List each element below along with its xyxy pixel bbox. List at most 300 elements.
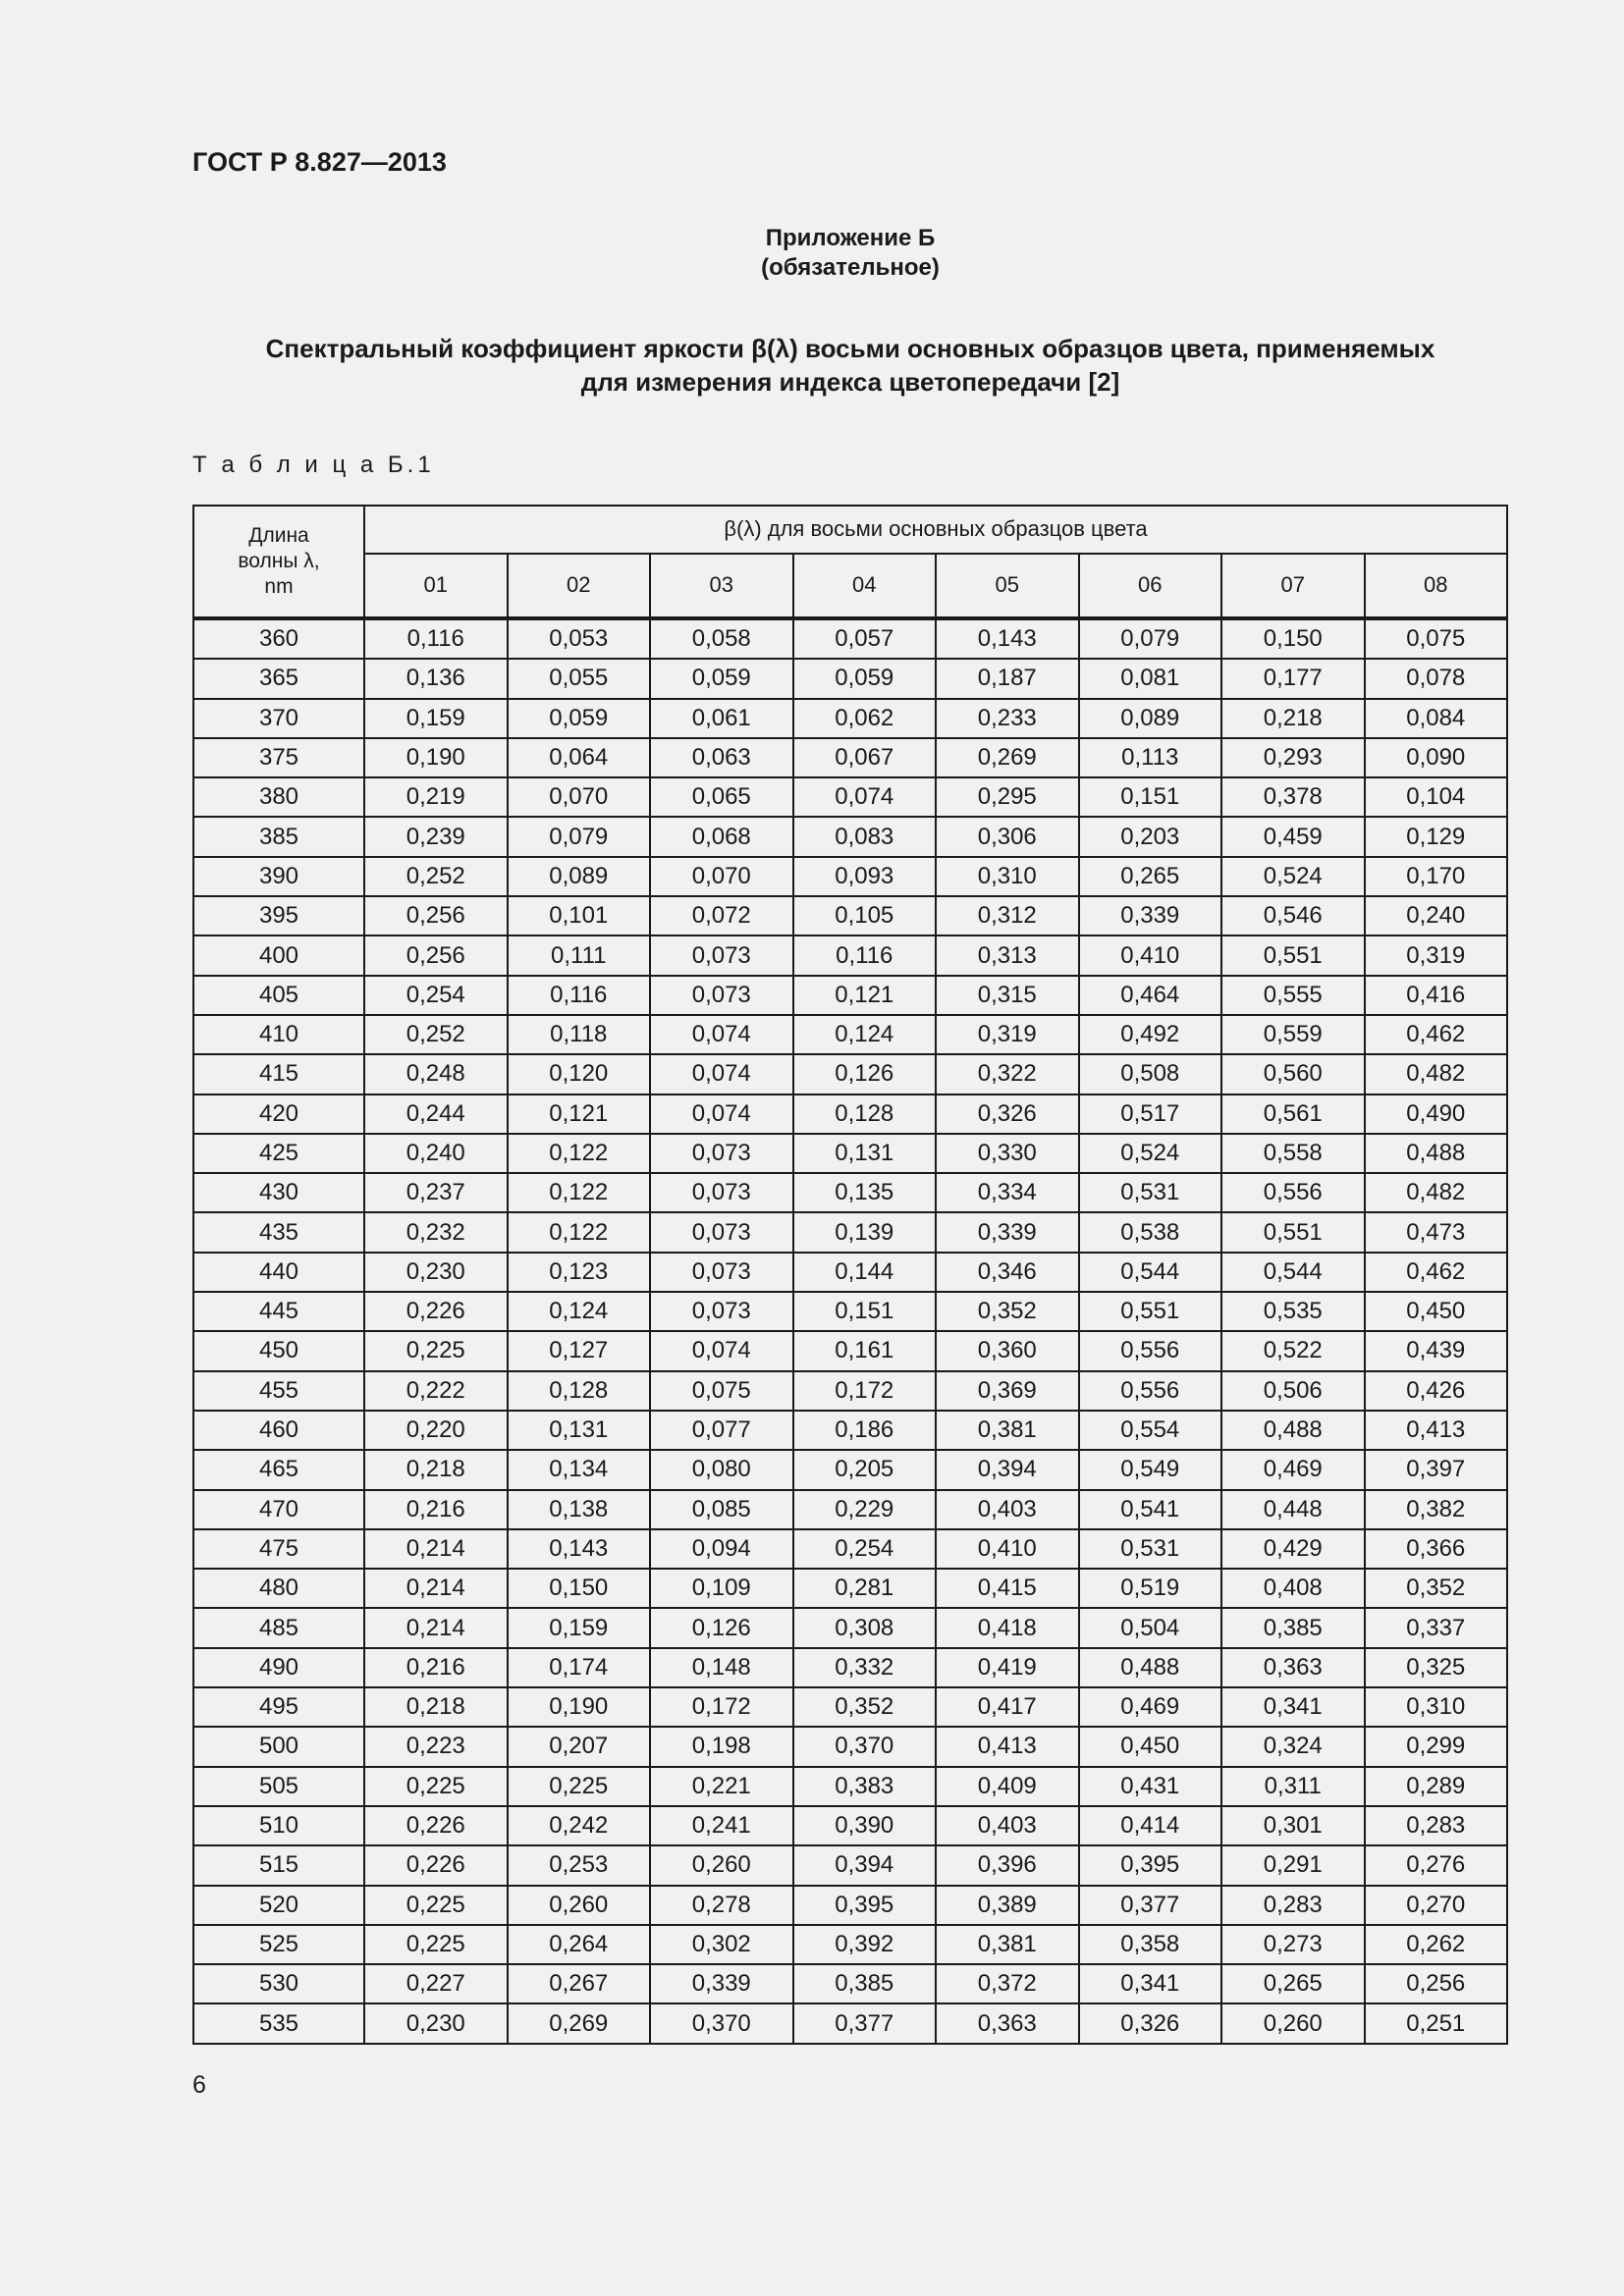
radiance-value-cell: 0,370 [793,1727,937,1766]
radiance-value-cell: 0,504 [1079,1608,1222,1647]
radiance-value-cell: 0,313 [936,935,1079,975]
radiance-value-cell: 0,079 [1079,618,1222,659]
radiance-value-cell: 0,057 [793,618,937,659]
wavelength-cell: 480 [193,1569,364,1608]
wavelength-header [193,506,364,618]
radiance-value-cell: 0,396 [936,1845,1079,1885]
radiance-value-cell: 0,077 [650,1411,793,1450]
radiance-value-cell: 0,363 [936,2003,1079,2043]
table-row [193,2003,1507,2043]
radiance-value-cell: 0,118 [508,1015,651,1054]
radiance-value-cell: 0,469 [1221,1450,1365,1489]
wavelength-cell: 455 [193,1371,364,1411]
samples-group-header: β(λ) для восьми основных образцов цвета [364,506,1507,554]
radiance-value-cell: 0,174 [508,1648,651,1687]
radiance-value-cell: 0,408 [1221,1569,1365,1608]
wavelength-cell: 440 [193,1253,364,1292]
radiance-value-cell: 0,109 [650,1569,793,1608]
radiance-value-cell: 0,363 [1221,1648,1365,1687]
radiance-value-cell: 0,064 [508,738,651,777]
radiance-value-cell: 0,551 [1079,1292,1222,1331]
radiance-value-cell: 0,073 [650,935,793,975]
table-row [193,738,1507,777]
radiance-value-cell: 0,059 [793,659,937,698]
radiance-value-cell: 0,377 [1079,1886,1222,1925]
radiance-value-cell: 0,222 [364,1371,508,1411]
radiance-value-cell: 0,260 [508,1886,651,1925]
table-row [193,618,1507,659]
table-row [193,1253,1507,1292]
radiance-value-cell: 0,229 [793,1490,937,1529]
radiance-value-cell: 0,170 [1365,857,1508,896]
radiance-value-cell: 0,214 [364,1529,508,1569]
radiance-value-cell: 0,123 [508,1253,651,1292]
radiance-value-cell: 0,105 [793,896,937,935]
radiance-value-cell: 0,124 [508,1292,651,1331]
radiance-value-cell: 0,283 [1221,1886,1365,1925]
radiance-value-cell: 0,325 [1365,1648,1508,1687]
radiance-value-cell: 0,121 [508,1095,651,1134]
radiance-value-cell: 0,535 [1221,1292,1365,1331]
radiance-value-cell: 0,293 [1221,738,1365,777]
radiance-value-cell: 0,488 [1365,1134,1508,1173]
radiance-value-cell: 0,218 [1221,699,1365,738]
radiance-value-cell: 0,218 [364,1687,508,1727]
radiance-value-cell: 0,081 [1079,659,1222,698]
table-row [193,1371,1507,1411]
radiance-value-cell: 0,151 [1079,777,1222,817]
radiance-value-cell: 0,074 [650,1015,793,1054]
radiance-value-cell: 0,172 [650,1687,793,1727]
table-row [193,1767,1507,1806]
radiance-value-cell: 0,062 [793,699,937,738]
radiance-value-cell: 0,225 [364,1925,508,1964]
radiance-value-cell: 0,519 [1079,1569,1222,1608]
radiance-value-cell: 0,177 [1221,659,1365,698]
radiance-value-cell: 0,237 [364,1173,508,1212]
table-row [193,1569,1507,1608]
table-body [193,618,1507,2044]
radiance-value-cell: 0,337 [1365,1608,1508,1647]
wavelength-cell: 515 [193,1845,364,1885]
radiance-value-cell: 0,265 [1079,857,1222,896]
radiance-value-cell: 0,332 [793,1648,937,1687]
radiance-value-cell: 0,104 [1365,777,1508,817]
radiance-value-cell: 0,159 [508,1608,651,1647]
table-row [193,1411,1507,1450]
radiance-value-cell: 0,410 [1079,935,1222,975]
radiance-value-cell: 0,240 [364,1134,508,1173]
radiance-value-cell: 0,203 [1079,817,1222,856]
radiance-value-cell: 0,070 [650,857,793,896]
radiance-value-cell: 0,395 [1079,1845,1222,1885]
wavelength-cell: 385 [193,817,364,856]
radiance-value-cell: 0,207 [508,1727,651,1766]
radiance-value-cell: 0,556 [1221,1173,1365,1212]
radiance-value-cell: 0,122 [508,1212,651,1252]
radiance-value-cell: 0,299 [1365,1727,1508,1766]
radiance-value-cell: 0,225 [364,1331,508,1370]
radiance-value-cell: 0,439 [1365,1331,1508,1370]
radiance-value-cell: 0,059 [650,659,793,698]
wavelength-cell: 360 [193,618,364,659]
radiance-value-cell: 0,517 [1079,1095,1222,1134]
wavelength-cell: 485 [193,1608,364,1647]
radiance-value-cell: 0,382 [1365,1490,1508,1529]
radiance-value-cell: 0,230 [364,1253,508,1292]
radiance-value-cell: 0,075 [1365,618,1508,659]
radiance-value-cell: 0,139 [793,1212,937,1252]
radiance-value-cell: 0,426 [1365,1371,1508,1411]
radiance-value-cell: 0,126 [650,1608,793,1647]
radiance-value-cell: 0,378 [1221,777,1365,817]
radiance-value-cell: 0,065 [650,777,793,817]
radiance-value-cell: 0,464 [1079,976,1222,1015]
radiance-value-cell: 0,144 [793,1253,937,1292]
table-row [193,1292,1507,1331]
radiance-value-cell: 0,556 [1079,1331,1222,1370]
radiance-value-cell: 0,126 [793,1054,937,1094]
radiance-value-cell: 0,414 [1079,1806,1222,1845]
section-title-line-1: Спектральный коэффициент яркости β(λ) восьми основных образцов цвета, применяемых [265,334,1435,363]
radiance-value-cell: 0,079 [508,817,651,856]
table-row [193,1687,1507,1727]
radiance-value-cell: 0,395 [793,1886,937,1925]
wavelength-cell: 405 [193,976,364,1015]
radiance-value-cell: 0,186 [793,1411,937,1450]
radiance-value-cell: 0,450 [1365,1292,1508,1331]
radiance-value-cell: 0,397 [1365,1450,1508,1489]
wavelength-cell: 490 [193,1648,364,1687]
wavelength-cell: 395 [193,896,364,935]
radiance-value-cell: 0,524 [1221,857,1365,896]
radiance-value-cell: 0,058 [650,618,793,659]
radiance-value-cell: 0,138 [508,1490,651,1529]
wavelength-cell: 530 [193,1964,364,2003]
radiance-value-cell: 0,546 [1221,896,1365,935]
table-row [193,1964,1507,2003]
wavelength-cell: 510 [193,1806,364,1845]
radiance-value-cell: 0,161 [793,1331,937,1370]
radiance-value-cell: 0,524 [1079,1134,1222,1173]
radiance-value-cell: 0,531 [1079,1529,1222,1569]
radiance-value-cell: 0,256 [1365,1964,1508,2003]
radiance-value-cell: 0,358 [1079,1925,1222,1964]
radiance-value-cell: 0,073 [650,1212,793,1252]
radiance-value-cell: 0,073 [650,976,793,1015]
table-row [193,976,1507,1015]
radiance-value-cell: 0,135 [793,1173,937,1212]
table-row [193,1015,1507,1054]
spectral-table-container [192,505,1508,2045]
radiance-value-cell: 0,227 [364,1964,508,2003]
radiance-value-cell: 0,089 [508,857,651,896]
radiance-value-cell: 0,431 [1079,1767,1222,1806]
radiance-value-cell: 0,551 [1221,935,1365,975]
wavelength-cell: 425 [193,1134,364,1173]
radiance-value-cell: 0,450 [1079,1727,1222,1766]
radiance-value-cell: 0,218 [364,1450,508,1489]
radiance-value-cell: 0,078 [1365,659,1508,698]
radiance-value-cell: 0,254 [793,1529,937,1569]
radiance-value-cell: 0,490 [1365,1095,1508,1134]
radiance-value-cell: 0,265 [1221,1964,1365,2003]
radiance-value-cell: 0,488 [1221,1411,1365,1450]
radiance-value-cell: 0,551 [1221,1212,1365,1252]
radiance-value-cell: 0,403 [936,1490,1079,1529]
radiance-value-cell: 0,558 [1221,1134,1365,1173]
sample-header-2: 02 [508,554,651,618]
radiance-value-cell: 0,392 [793,1925,937,1964]
radiance-value-cell: 0,131 [508,1411,651,1450]
sample-header-8: 08 [1365,554,1508,618]
radiance-value-cell: 0,417 [936,1687,1079,1727]
radiance-value-cell: 0,061 [650,699,793,738]
radiance-value-cell: 0,113 [1079,738,1222,777]
wavelength-header-line: Длина [248,524,309,547]
radiance-value-cell: 0,310 [1365,1687,1508,1727]
radiance-value-cell: 0,270 [1365,1886,1508,1925]
radiance-value-cell: 0,214 [364,1608,508,1647]
radiance-value-cell: 0,377 [793,2003,937,2043]
radiance-value-cell: 0,148 [650,1648,793,1687]
wavelength-cell: 445 [193,1292,364,1331]
wavelength-cell: 380 [193,777,364,817]
wavelength-cell: 420 [193,1095,364,1134]
radiance-value-cell: 0,381 [936,1411,1079,1450]
radiance-value-cell: 0,226 [364,1292,508,1331]
radiance-value-cell: 0,419 [936,1648,1079,1687]
radiance-value-cell: 0,554 [1079,1411,1222,1450]
radiance-value-cell: 0,124 [793,1015,937,1054]
radiance-value-cell: 0,403 [936,1806,1079,1845]
radiance-value-cell: 0,073 [650,1134,793,1173]
radiance-value-cell: 0,216 [364,1648,508,1687]
radiance-value-cell: 0,544 [1079,1253,1222,1292]
radiance-value-cell: 0,252 [364,857,508,896]
radiance-value-cell: 0,366 [1365,1529,1508,1569]
radiance-value-cell: 0,319 [936,1015,1079,1054]
sample-header-3: 03 [650,554,793,618]
sample-header-row [193,554,1507,618]
table-row [193,777,1507,817]
sample-header-6: 06 [1079,554,1222,618]
radiance-value-cell: 0,324 [1221,1727,1365,1766]
radiance-value-cell: 0,488 [1079,1648,1222,1687]
radiance-value-cell: 0,326 [936,1095,1079,1134]
wavelength-cell: 475 [193,1529,364,1569]
wavelength-cell: 410 [193,1015,364,1054]
section-title [192,332,1508,399]
radiance-value-cell: 0,508 [1079,1054,1222,1094]
radiance-value-cell: 0,462 [1365,1015,1508,1054]
radiance-value-cell: 0,352 [936,1292,1079,1331]
radiance-value-cell: 0,301 [1221,1806,1365,1845]
radiance-value-cell: 0,561 [1221,1095,1365,1134]
radiance-value-cell: 0,549 [1079,1450,1222,1489]
table-row [193,1212,1507,1252]
radiance-value-cell: 0,214 [364,1569,508,1608]
radiance-value-cell: 0,544 [1221,1253,1365,1292]
radiance-value-cell: 0,074 [650,1054,793,1094]
table-row [193,1845,1507,1885]
table-row [193,1173,1507,1212]
radiance-value-cell: 0,063 [650,738,793,777]
radiance-value-cell: 0,269 [508,2003,651,2043]
radiance-value-cell: 0,239 [364,817,508,856]
radiance-value-cell: 0,120 [508,1054,651,1094]
radiance-value-cell: 0,251 [1365,2003,1508,2043]
table-row [193,1450,1507,1489]
radiance-value-cell: 0,230 [364,2003,508,2043]
radiance-value-cell: 0,302 [650,1925,793,1964]
radiance-value-cell: 0,506 [1221,1371,1365,1411]
page-number: 6 [192,2071,206,2099]
radiance-value-cell: 0,531 [1079,1173,1222,1212]
radiance-value-cell: 0,089 [1079,699,1222,738]
table-row [193,817,1507,856]
radiance-value-cell: 0,220 [364,1411,508,1450]
radiance-value-cell: 0,278 [650,1886,793,1925]
radiance-value-cell: 0,226 [364,1806,508,1845]
radiance-value-cell: 0,143 [508,1529,651,1569]
radiance-value-cell: 0,473 [1365,1212,1508,1252]
wavelength-cell: 415 [193,1054,364,1094]
radiance-value-cell: 0,260 [1221,2003,1365,2043]
radiance-value-cell: 0,127 [508,1331,651,1370]
radiance-value-cell: 0,310 [936,857,1079,896]
radiance-value-cell: 0,240 [1365,896,1508,935]
radiance-value-cell: 0,111 [508,935,651,975]
section-title-line-2: для измерения индекса цветопередачи [2] [580,367,1120,397]
radiance-value-cell: 0,394 [936,1450,1079,1489]
appendix-title: Приложение Б [765,225,936,251]
radiance-value-cell: 0,522 [1221,1331,1365,1370]
sample-header-4: 04 [793,554,937,618]
table-row [193,1054,1507,1094]
radiance-value-cell: 0,075 [650,1371,793,1411]
radiance-value-cell: 0,312 [936,896,1079,935]
table-row [193,1331,1507,1370]
wavelength-cell: 525 [193,1925,364,1964]
radiance-value-cell: 0,150 [508,1569,651,1608]
radiance-value-cell: 0,254 [364,976,508,1015]
wavelength-header-line: волны λ, [238,550,320,572]
radiance-value-cell: 0,131 [793,1134,937,1173]
radiance-value-cell: 0,090 [1365,738,1508,777]
sample-header-7: 07 [1221,554,1365,618]
table-row [193,1648,1507,1687]
wavelength-cell: 460 [193,1411,364,1450]
radiance-value-cell: 0,482 [1365,1173,1508,1212]
radiance-value-cell: 0,242 [508,1806,651,1845]
radiance-value-cell: 0,121 [793,976,937,1015]
radiance-value-cell: 0,083 [793,817,937,856]
radiance-value-cell: 0,448 [1221,1490,1365,1529]
radiance-value-cell: 0,233 [936,699,1079,738]
radiance-value-cell: 0,143 [936,618,1079,659]
radiance-value-cell: 0,072 [650,896,793,935]
radiance-value-cell: 0,559 [1221,1015,1365,1054]
radiance-value-cell: 0,273 [1221,1925,1365,1964]
appendix-status: (обязательное) [761,254,940,281]
radiance-value-cell: 0,469 [1079,1687,1222,1727]
wavelength-cell: 450 [193,1331,364,1370]
radiance-value-cell: 0,190 [508,1687,651,1727]
radiance-value-cell: 0,253 [508,1845,651,1885]
radiance-value-cell: 0,074 [793,777,937,817]
radiance-value-cell: 0,053 [508,618,651,659]
radiance-value-cell: 0,341 [1079,1964,1222,2003]
radiance-value-cell: 0,068 [650,817,793,856]
wavelength-cell: 465 [193,1450,364,1489]
radiance-value-cell: 0,330 [936,1134,1079,1173]
radiance-value-cell: 0,055 [508,659,651,698]
radiance-value-cell: 0,334 [936,1173,1079,1212]
radiance-value-cell: 0,073 [650,1253,793,1292]
table-row [193,1608,1507,1647]
wavelength-cell: 430 [193,1173,364,1212]
radiance-value-cell: 0,319 [1365,935,1508,975]
sample-header-5: 05 [936,554,1079,618]
radiance-value-cell: 0,416 [1365,976,1508,1015]
wavelength-cell: 500 [193,1727,364,1766]
table-row [193,699,1507,738]
table-row [193,1095,1507,1134]
radiance-value-cell: 0,369 [936,1371,1079,1411]
radiance-value-cell: 0,281 [793,1569,937,1608]
radiance-value-cell: 0,198 [650,1727,793,1766]
table-caption: Т а б л и ц а Б.1 [192,452,435,478]
radiance-value-cell: 0,134 [508,1450,651,1489]
radiance-value-cell: 0,256 [364,935,508,975]
radiance-value-cell: 0,073 [650,1292,793,1331]
radiance-value-cell: 0,116 [364,618,508,659]
radiance-value-cell: 0,283 [1365,1806,1508,1845]
radiance-value-cell: 0,389 [936,1886,1079,1925]
wavelength-cell: 435 [193,1212,364,1252]
radiance-value-cell: 0,409 [936,1767,1079,1806]
radiance-value-cell: 0,339 [936,1212,1079,1252]
radiance-value-cell: 0,264 [508,1925,651,1964]
radiance-value-cell: 0,413 [936,1727,1079,1766]
radiance-value-cell: 0,462 [1365,1253,1508,1292]
radiance-value-cell: 0,150 [1221,618,1365,659]
radiance-value-cell: 0,129 [1365,817,1508,856]
radiance-value-cell: 0,306 [936,817,1079,856]
radiance-value-cell: 0,225 [364,1886,508,1925]
radiance-value-cell: 0,219 [364,777,508,817]
radiance-value-cell: 0,151 [793,1292,937,1331]
radiance-value-cell: 0,383 [793,1767,937,1806]
radiance-value-cell: 0,370 [650,2003,793,2043]
radiance-value-cell: 0,116 [793,935,937,975]
radiance-value-cell: 0,339 [650,1964,793,2003]
radiance-value-cell: 0,116 [508,976,651,1015]
wavelength-cell: 505 [193,1767,364,1806]
radiance-value-cell: 0,223 [364,1727,508,1766]
radiance-value-cell: 0,070 [508,777,651,817]
radiance-value-cell: 0,084 [1365,699,1508,738]
radiance-value-cell: 0,295 [936,777,1079,817]
wavelength-cell: 535 [193,2003,364,2043]
radiance-value-cell: 0,128 [793,1095,937,1134]
radiance-value-cell: 0,221 [650,1767,793,1806]
radiance-value-cell: 0,459 [1221,817,1365,856]
radiance-value-cell: 0,080 [650,1450,793,1489]
table-row [193,1529,1507,1569]
table-row [193,1886,1507,1925]
